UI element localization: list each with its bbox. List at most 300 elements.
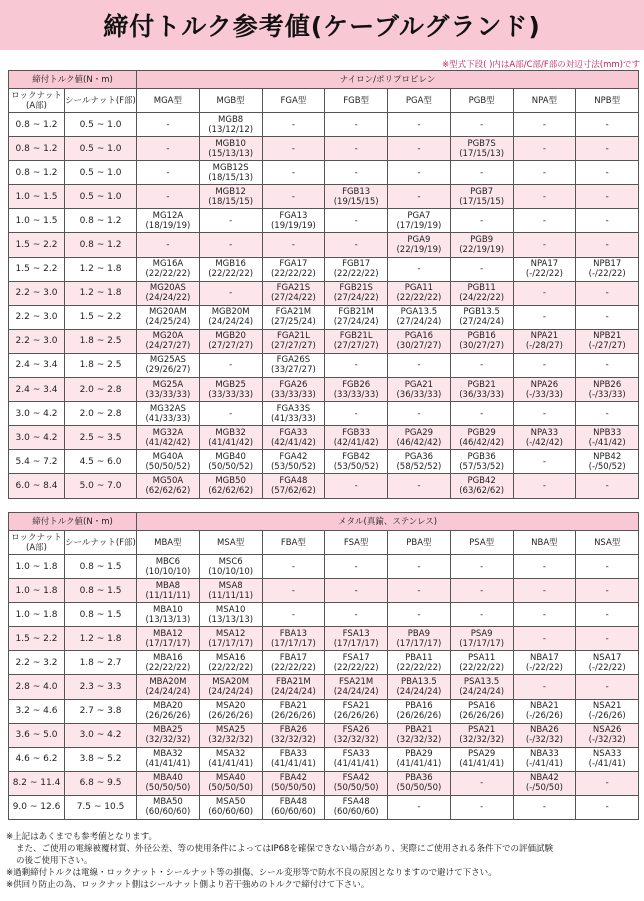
lock-torque-cell: 1.5 ~ 2.2 [9, 627, 65, 651]
table-row [9, 579, 639, 603]
model-cell: PGB21 (36/33/33) [450, 378, 513, 402]
model-cell: - [388, 137, 451, 161]
model-cell: PGA13.5 (27/24/24) [388, 305, 451, 329]
model-cell: MBA8 (11/11/11) [137, 579, 200, 603]
seal-torque-cell: 0.5 ~ 1.0 [65, 185, 137, 209]
seal-nut-header: シールナット(F部) [65, 531, 137, 555]
lock-torque-cell: 3.0 ~ 4.2 [9, 426, 65, 450]
model-cell: - [576, 555, 639, 579]
model-cell: - [513, 353, 576, 377]
model-cell: - [262, 137, 325, 161]
model-cell: MSA10 (13/13/13) [199, 603, 262, 627]
model-cell: - [325, 137, 388, 161]
model-cell: - [576, 209, 639, 233]
model-cell: PGA36 (58/52/52) [388, 450, 451, 474]
model-cell: FSA13 (17/17/17) [325, 627, 388, 651]
model-cell: - [576, 185, 639, 209]
model-cell: FGA21S (27/24/22) [262, 281, 325, 305]
lock-torque-cell: 1.0 ~ 1.8 [9, 579, 65, 603]
table-row [9, 185, 639, 209]
material-header: メタル(真鍮、ステンレス) [137, 513, 639, 531]
type-column-header: MSA型 [199, 531, 262, 555]
footnotes [6, 831, 640, 891]
model-cell: - [388, 402, 451, 426]
seal-torque-cell: 0.8 ~ 1.2 [65, 233, 137, 257]
torque-header: 締付トルク値(N・m) [9, 513, 137, 531]
model-cell: MGB16 (22/22/22) [199, 257, 262, 281]
model-cell: FGA26S (33/27/27) [262, 353, 325, 377]
model-cell: MSA16 (22/22/22) [199, 651, 262, 675]
table-row [9, 113, 639, 137]
model-cell: - [513, 233, 576, 257]
model-cell: - [513, 137, 576, 161]
model-cell: - [576, 353, 639, 377]
table-row [9, 450, 639, 474]
model-cell: NBA42 (-/50/50) [513, 771, 576, 795]
model-cell: PSA29 (41/41/41) [450, 747, 513, 771]
model-cell: - [262, 555, 325, 579]
model-cell: MBA40 (50/50/50) [137, 771, 200, 795]
model-cell: PGA7 (17/19/19) [388, 209, 451, 233]
model-cell: - [576, 281, 639, 305]
model-cell: PGB13.5 (27/24/24) [450, 305, 513, 329]
model-cell: MBA32 (41/41/41) [137, 747, 200, 771]
model-cell: - [513, 185, 576, 209]
seal-torque-cell: 0.8 ~ 1.5 [65, 555, 137, 579]
model-cell: MG20AS (24/24/22) [137, 281, 200, 305]
model-cell: PBA36 (50/50/50) [388, 771, 451, 795]
lock-torque-cell: 2.4 ~ 3.4 [9, 353, 65, 377]
table-row [9, 699, 639, 723]
model-cell: FSA48 (60/60/60) [325, 795, 388, 819]
seal-torque-cell: 2.7 ~ 3.8 [65, 699, 137, 723]
model-cell: PGB11 (24/22/22) [450, 281, 513, 305]
table-row [9, 281, 639, 305]
lock-torque-cell: 4.6 ~ 6.2 [9, 747, 65, 771]
lock-torque-cell: 2.2 ~ 3.0 [9, 329, 65, 353]
seal-torque-cell: 6.8 ~ 9.5 [65, 771, 137, 795]
model-cell: FGA33 (42/41/42) [262, 426, 325, 450]
lock-torque-cell: 0.8 ~ 1.2 [9, 113, 65, 137]
seal-torque-cell: 1.8 ~ 2.7 [65, 651, 137, 675]
model-cell: - [388, 603, 451, 627]
seal-torque-cell: 2.3 ~ 3.3 [65, 675, 137, 699]
model-cell: - [199, 233, 262, 257]
model-cell: MBA12 (17/17/17) [137, 627, 200, 651]
material-header: ナイロン/ポリプロピレン [137, 71, 639, 89]
model-cell: - [199, 281, 262, 305]
model-cell: - [576, 233, 639, 257]
table-row [9, 555, 639, 579]
model-cell: FGB13 (19/15/15) [325, 185, 388, 209]
model-cell: - [262, 603, 325, 627]
lock-torque-cell: 5.4 ~ 7.2 [9, 450, 65, 474]
model-cell: FGA21L (27/27/27) [262, 329, 325, 353]
model-cell: FBA21M (24/24/24) [262, 675, 325, 699]
model-cell: PGA16 (30/27/27) [388, 329, 451, 353]
model-cell: - [576, 603, 639, 627]
model-cell: - [450, 579, 513, 603]
model-cell: - [513, 675, 576, 699]
model-cell: PBA29 (41/41/41) [388, 747, 451, 771]
lock-torque-cell: 3.6 ~ 5.0 [9, 723, 65, 747]
model-cell: FBA42 (50/50/50) [262, 771, 325, 795]
model-cell: PGB7 (17/15/15) [450, 185, 513, 209]
seal-torque-cell: 0.8 ~ 1.5 [65, 579, 137, 603]
model-cell: FSA21 (26/26/26) [325, 699, 388, 723]
model-cell: - [576, 305, 639, 329]
model-cell: - [576, 771, 639, 795]
model-cell: - [513, 603, 576, 627]
table-row [9, 747, 639, 771]
model-cell: - [513, 555, 576, 579]
model-cell: - [388, 161, 451, 185]
model-cell: MGB25 (33/33/33) [199, 378, 262, 402]
model-cell: MG25A (33/33/33) [137, 378, 200, 402]
model-cell: FBA48 (60/60/60) [262, 795, 325, 819]
model-cell: MGB10 (15/13/13) [199, 137, 262, 161]
model-cell: MSA20 (26/26/26) [199, 699, 262, 723]
top-note: ※型式下段( )内はA部/C部/F部の対辺寸法(mm)です [441, 60, 640, 70]
table-row [9, 329, 639, 353]
model-cell: FGA17 (22/22/22) [262, 257, 325, 281]
model-cell: PGB29 (46/42/42) [450, 426, 513, 450]
model-cell: - [576, 675, 639, 699]
model-cell: - [388, 257, 451, 281]
type-column-header: FSA型 [325, 531, 388, 555]
footnote-3: の後ご使用下さい。 [16, 856, 93, 866]
model-cell: NPA26 (-/33/33) [513, 378, 576, 402]
model-cell: - [262, 113, 325, 137]
model-cell: MG40A (50/50/52) [137, 450, 200, 474]
table-row [9, 771, 639, 795]
seal-torque-cell: 7.5 ~ 10.5 [65, 795, 137, 819]
model-cell: MBC6 (10/10/10) [137, 555, 200, 579]
model-cell: PGA11 (22/22/22) [388, 281, 451, 305]
lock-torque-cell: 2.4 ~ 3.4 [9, 378, 65, 402]
footnote-2: また、ご使用の電線被覆材質、外径公差、等の使用条件によってはIP68を確保できない場合があり、実際にご使用される条件下での評価試験 [16, 844, 553, 854]
seal-torque-cell: 0.8 ~ 1.2 [65, 209, 137, 233]
table-row [9, 723, 639, 747]
model-cell: - [513, 627, 576, 651]
model-cell: PGB9 (22/19/19) [450, 233, 513, 257]
model-cell: - [513, 402, 576, 426]
model-cell: NSA21 (-/26/26) [576, 699, 639, 723]
model-cell: MBA20M (24/24/24) [137, 675, 200, 699]
model-cell: - [513, 450, 576, 474]
lock-torque-cell: 1.0 ~ 1.5 [9, 185, 65, 209]
seal-torque-cell: 1.2 ~ 1.8 [65, 281, 137, 305]
model-cell: FGB21S (27/24/22) [325, 281, 388, 305]
model-cell: FSA21M (24/24/24) [325, 675, 388, 699]
model-cell: NBA26 (-/32/32) [513, 723, 576, 747]
torque-header: 締付トルク値(N・m) [9, 71, 137, 89]
lock-torque-cell: 2.2 ~ 3.0 [9, 305, 65, 329]
model-cell: MSC6 (10/10/10) [199, 555, 262, 579]
table-row [9, 603, 639, 627]
model-cell: - [450, 209, 513, 233]
lock-nut-header: ロックナット(A部) [9, 531, 65, 555]
model-cell: - [388, 113, 451, 137]
model-cell: - [325, 353, 388, 377]
footnote-4: ※過剰締付トルクは電線・ロックナット・シールナット等の損傷、シール変形等で防水不良の原因となりますので避けて下さい。 [6, 868, 497, 878]
model-cell: - [199, 209, 262, 233]
table-row [9, 675, 639, 699]
model-cell: - [450, 555, 513, 579]
model-cell: - [513, 474, 576, 498]
model-cell: - [325, 233, 388, 257]
model-cell: FGA42 (53/50/52) [262, 450, 325, 474]
model-cell: PBA11 (22/22/22) [388, 651, 451, 675]
type-column-header: PBA型 [388, 531, 451, 555]
model-cell: FBA26 (32/32/32) [262, 723, 325, 747]
model-cell: MG32A (41/42/42) [137, 426, 200, 450]
torque-table-metal [8, 512, 639, 820]
model-cell: - [137, 113, 200, 137]
model-cell: - [576, 402, 639, 426]
model-cell: NPA21 (-/28/27) [513, 329, 576, 353]
model-cell: PBA16 (26/26/26) [388, 699, 451, 723]
model-cell: MG25AS (29/26/27) [137, 353, 200, 377]
lock-torque-cell: 2.8 ~ 4.0 [9, 675, 65, 699]
model-cell: NBA33 (-/41/41) [513, 747, 576, 771]
model-cell: PBA13.5 (24/24/24) [388, 675, 451, 699]
model-cell: PGB36 (57/53/52) [450, 450, 513, 474]
model-cell: - [450, 402, 513, 426]
model-cell: - [325, 113, 388, 137]
model-cell: NPA33 (-/42/42) [513, 426, 576, 450]
model-cell: - [137, 233, 200, 257]
table-row [9, 378, 639, 402]
model-cell: NPB33 (-/41/42) [576, 426, 639, 450]
type-column-header: MGA型 [137, 89, 200, 113]
seal-torque-cell: 1.8 ~ 2.5 [65, 353, 137, 377]
model-cell: FGA26 (33/33/33) [262, 378, 325, 402]
table-row [9, 795, 639, 819]
model-cell: PSA16 (26/26/26) [450, 699, 513, 723]
model-cell: - [325, 209, 388, 233]
model-cell: FGA13 (19/19/19) [262, 209, 325, 233]
model-cell: PSA9 (17/17/17) [450, 627, 513, 651]
model-cell: FGA48 (57/62/62) [262, 474, 325, 498]
model-cell: MGB12 (18/15/15) [199, 185, 262, 209]
lock-nut-header: ロックナット(A部) [9, 89, 65, 113]
model-cell: - [137, 185, 200, 209]
model-cell: FSA33 (41/41/41) [325, 747, 388, 771]
type-column-header: NPA型 [513, 89, 576, 113]
model-cell: - [199, 353, 262, 377]
model-cell: - [137, 161, 200, 185]
model-cell: - [513, 281, 576, 305]
lock-torque-cell: 3.2 ~ 4.6 [9, 699, 65, 723]
table-row [9, 402, 639, 426]
model-cell: - [262, 579, 325, 603]
model-cell: NBA17 (-/22/22) [513, 651, 576, 675]
lock-torque-cell: 2.2 ~ 3.2 [9, 651, 65, 675]
type-column-header: PSA型 [450, 531, 513, 555]
model-cell: - [388, 185, 451, 209]
model-cell: - [262, 185, 325, 209]
model-cell: NBA21 (-/26/26) [513, 699, 576, 723]
lock-torque-cell: 2.2 ~ 3.0 [9, 281, 65, 305]
model-cell: - [137, 137, 200, 161]
model-cell: PBA21 (32/32/32) [388, 723, 451, 747]
seal-torque-cell: 3.0 ~ 4.2 [65, 723, 137, 747]
seal-torque-cell: 3.8 ~ 5.2 [65, 747, 137, 771]
model-cell: MSA20M (24/24/24) [199, 675, 262, 699]
lock-torque-cell: 1.5 ~ 2.2 [9, 257, 65, 281]
model-cell: - [388, 795, 451, 819]
model-cell: NPA17 (-/22/22) [513, 257, 576, 281]
seal-torque-cell: 2.0 ~ 2.8 [65, 378, 137, 402]
model-cell: - [450, 771, 513, 795]
seal-torque-cell: 4.5 ~ 6.0 [65, 450, 137, 474]
table-row [9, 426, 639, 450]
seal-nut-header: シールナット(F部) [65, 89, 137, 113]
model-cell: MSA12 (17/17/17) [199, 627, 262, 651]
seal-torque-cell: 5.0 ~ 7.0 [65, 474, 137, 498]
type-column-header: FGB型 [325, 89, 388, 113]
model-cell: FGB42 (53/50/52) [325, 450, 388, 474]
seal-torque-cell: 0.5 ~ 1.0 [65, 137, 137, 161]
type-column-header: FBA型 [262, 531, 325, 555]
type-column-header: PGA型 [388, 89, 451, 113]
model-cell: FBA33 (41/41/41) [262, 747, 325, 771]
lock-torque-cell: 6.0 ~ 8.4 [9, 474, 65, 498]
model-cell: PGA29 (46/42/42) [388, 426, 451, 450]
model-cell: - [262, 161, 325, 185]
model-cell: MGB40 (50/50/52) [199, 450, 262, 474]
model-cell: - [513, 113, 576, 137]
model-cell: - [576, 113, 639, 137]
model-cell: - [513, 579, 576, 603]
model-cell: MSA8 (11/11/11) [199, 579, 262, 603]
model-cell: MBA16 (22/22/22) [137, 651, 200, 675]
title-bar [0, 0, 644, 50]
model-cell: NPB21 (-/27/27) [576, 329, 639, 353]
seal-torque-cell: 0.8 ~ 1.5 [65, 603, 137, 627]
lock-torque-cell: 9.0 ~ 12.6 [9, 795, 65, 819]
model-cell: MBA10 (13/13/13) [137, 603, 200, 627]
model-cell: - [325, 474, 388, 498]
model-cell: MBA50 (60/60/60) [137, 795, 200, 819]
model-cell: - [325, 603, 388, 627]
table-row [9, 474, 639, 498]
footnote-1: ※上記はあくまでも参考値となります。 [6, 832, 157, 842]
model-cell: FGA33S (41/33/33) [262, 402, 325, 426]
table-row [9, 209, 639, 233]
model-cell: NPB17 (-/22/22) [576, 257, 639, 281]
model-cell: - [450, 795, 513, 819]
seal-torque-cell: 0.5 ~ 1.0 [65, 161, 137, 185]
model-cell: MG16A (22/22/22) [137, 257, 200, 281]
table-row [9, 257, 639, 281]
seal-torque-cell: 2.5 ~ 3.5 [65, 426, 137, 450]
table-row [9, 353, 639, 377]
model-cell: PGA9 (22/19/19) [388, 233, 451, 257]
model-cell: FGB26 (33/33/33) [325, 378, 388, 402]
model-cell: - [325, 161, 388, 185]
seal-torque-cell: 1.2 ~ 1.8 [65, 627, 137, 651]
model-cell: MBA25 (32/32/32) [137, 723, 200, 747]
model-cell: MSA40 (50/50/50) [199, 771, 262, 795]
model-cell: PSA21 (32/32/32) [450, 723, 513, 747]
type-column-header: FGA型 [262, 89, 325, 113]
model-cell: - [262, 233, 325, 257]
model-cell: - [325, 579, 388, 603]
model-cell: MSA32 (41/41/41) [199, 747, 262, 771]
lock-torque-cell: 1.5 ~ 2.2 [9, 233, 65, 257]
model-cell: - [513, 305, 576, 329]
model-cell: FGA21M (27/25/24) [262, 305, 325, 329]
model-cell: MGB20 (27/27/27) [199, 329, 262, 353]
model-cell: PSA11 (22/22/22) [450, 651, 513, 675]
model-cell: - [450, 603, 513, 627]
model-cell: FSA42 (50/50/50) [325, 771, 388, 795]
model-cell: MGB12S (18/15/13) [199, 161, 262, 185]
model-cell: MG12A (18/19/19) [137, 209, 200, 233]
lock-torque-cell: 1.0 ~ 1.5 [9, 209, 65, 233]
model-cell: - [576, 627, 639, 651]
model-cell: MGB8 (13/12/12) [199, 113, 262, 137]
table-row [9, 627, 639, 651]
model-cell: - [576, 795, 639, 819]
model-cell: - [450, 257, 513, 281]
model-cell: - [388, 474, 451, 498]
model-cell: NSA17 (-/22/22) [576, 651, 639, 675]
lock-torque-cell: 1.0 ~ 1.8 [9, 603, 65, 627]
model-cell: - [576, 161, 639, 185]
model-cell: - [576, 579, 639, 603]
model-cell: - [388, 579, 451, 603]
model-cell: MSA25 (32/32/32) [199, 723, 262, 747]
model-cell: - [199, 402, 262, 426]
model-cell: MG50A (62/62/62) [137, 474, 200, 498]
seal-torque-cell: 1.5 ~ 2.2 [65, 305, 137, 329]
model-cell: NSA33 (-/41/41) [576, 747, 639, 771]
page-title: 締付トルク参考値(ケーブルグランド) [103, 12, 541, 41]
model-cell: MBA20 (26/26/26) [137, 699, 200, 723]
model-cell: - [388, 555, 451, 579]
model-cell: - [576, 474, 639, 498]
model-cell: PGB42 (63/62/62) [450, 474, 513, 498]
table-row [9, 651, 639, 675]
type-column-header: PGB型 [450, 89, 513, 113]
model-cell: - [388, 353, 451, 377]
model-cell: - [513, 161, 576, 185]
type-column-header: MGB型 [199, 89, 262, 113]
model-cell: FSA17 (22/22/22) [325, 651, 388, 675]
torque-table-nylon [8, 70, 639, 499]
lock-torque-cell: 1.0 ~ 1.8 [9, 555, 65, 579]
footnote-5: ※供回り防止の為、ロックナット側はシールナット側より若干強めのトルクで締付けて下さい。 [6, 880, 370, 890]
model-cell: PGA21 (36/33/33) [388, 378, 451, 402]
model-cell: FGB21M (27/24/24) [325, 305, 388, 329]
model-cell: MGB20M (24/24/24) [199, 305, 262, 329]
model-cell: PGB7S (17/15/13) [450, 137, 513, 161]
model-cell: NSA26 (-/32/32) [576, 723, 639, 747]
model-cell: MGB32 (41/41/42) [199, 426, 262, 450]
model-cell: PBA9 (17/17/17) [388, 627, 451, 651]
model-cell: - [576, 137, 639, 161]
table-row [9, 137, 639, 161]
model-cell: MGB50 (62/62/62) [199, 474, 262, 498]
table-row [9, 305, 639, 329]
model-cell: - [325, 402, 388, 426]
model-cell: FSA26 (32/32/32) [325, 723, 388, 747]
model-cell: FBA13 (17/17/17) [262, 627, 325, 651]
model-cell: FGB21L (27/27/27) [325, 329, 388, 353]
